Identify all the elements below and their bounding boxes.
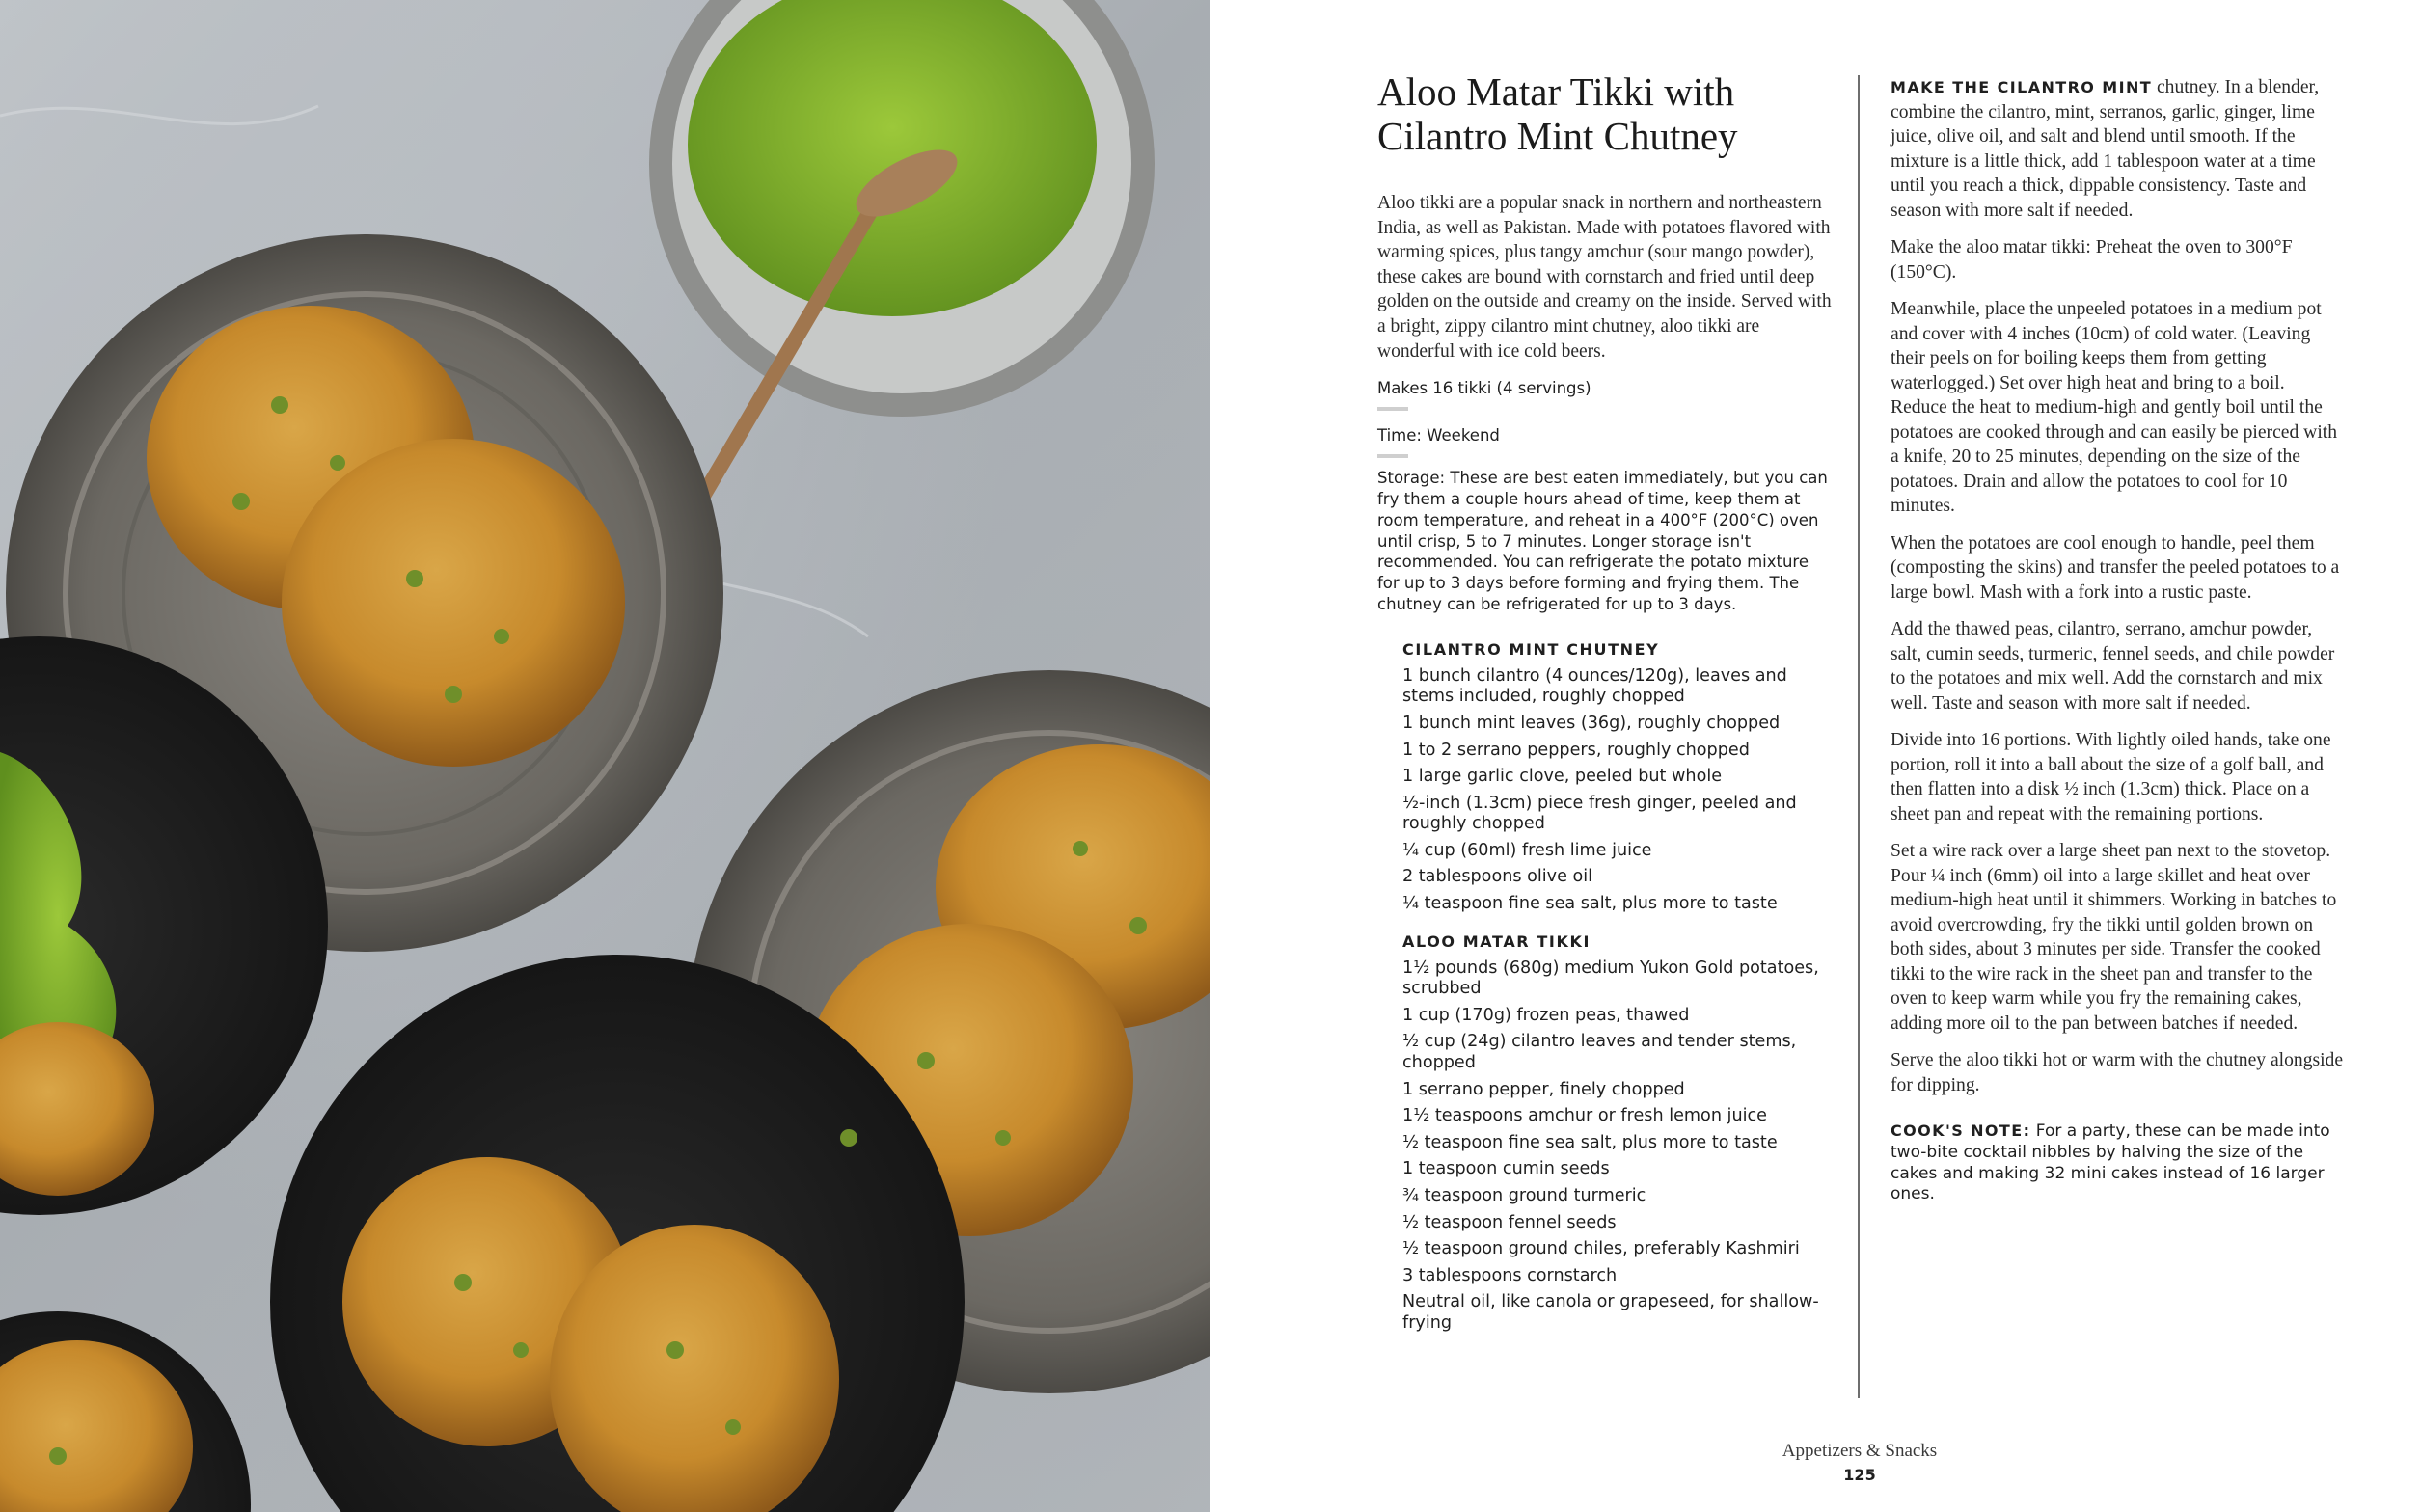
method-step-serve: Serve the aloo tikki hot or warm with the chutney alongside for dipping. xyxy=(1891,1050,2344,1095)
footer-section-title: Appetizers & Snacks xyxy=(1782,1441,1938,1461)
ingredient-item: 1 large garlic clove, peeled but whole xyxy=(1402,767,1723,787)
plate-bottom-left-dark xyxy=(0,1311,251,1512)
ingredient-item: ½-inch (1.3cm) piece fresh ginger, peeled and roughly chopped xyxy=(1402,793,1797,834)
recipe-intro: Aloo tikki are a popular snack in northern and northeastern India, as well as Pakistan. Made with potatoes flavored with warming spices, plus tangy amchur (sour mango powder), these cakes are bound with cornstarch and fried until deep golden on the outside and creamy on the inside. Served with a bright, zippy cilantro mint chutney, aloo tikki are wonderful with ice cold beers. xyxy=(1377,193,1832,362)
column-divider xyxy=(1858,75,1860,1398)
ingredient-item: 1 bunch cilantro (4 ounces/120g), leaves and stems included, roughly chopped xyxy=(1402,665,1787,707)
recipe-method-column xyxy=(1891,75,2344,1205)
tikki-ingredient-list xyxy=(1402,958,1833,1335)
tikki-ingredients xyxy=(1402,932,1833,1335)
tikki-heading: ALOO MATAR TIKKI xyxy=(1402,932,1591,951)
recipe-storage: Storage: These are best eaten immediately, but you can fry them a couple hours ahead of time, keep them at room temperature, and reheat in a 400°F (200°C) oven until crisp, 5 to 7 minutes. Longer storage isn't recommended. You can refrigerate the potato mixture for up to 3 days before forming and frying them. The chutney can be refrigerated for up to 3 days. xyxy=(1377,469,1828,613)
ingredient-item: 2 tablespoons olive oil xyxy=(1402,867,1593,887)
method-step-boil: Meanwhile, place the unpeeled potatoes in a medium pot and cover with 4 inches (10cm) of cold water. (Leaving their peels on for boiling keeps them from getting waterlogged.) Set over high heat and bring to a boil. Reduce the heat to medium-high and gently boil until the potatoes are cooked through and can easily be pierced with a knife, 20 to 25 minutes, depending on the size of the potatoes. Drain and allow the potatoes to cool for 10 minutes. xyxy=(1891,299,2337,516)
method-lead-caps: MAKE THE CILANTRO MINT xyxy=(1891,78,2153,96)
page-number: 125 xyxy=(1843,1466,1876,1484)
recipe-intro-column xyxy=(1377,69,1833,1340)
ingredient-item: ½ teaspoon ground chiles, preferably Kashmiri xyxy=(1402,1239,1800,1259)
recipe-time: Time: Weekend xyxy=(1377,426,1500,446)
ingredient-item: 1½ teaspoons amchur or fresh lemon juice xyxy=(1402,1106,1767,1126)
cooks-note-text: For a party, these can be made into two-bite cocktail nibbles by halving the size of the cakes and making 32 mini cakes instead of 16 larger ones. xyxy=(1891,1121,2330,1204)
ingredient-item: 1 bunch mint leaves (36g), roughly chopped xyxy=(1402,713,1781,733)
cooks-note xyxy=(1891,1120,2344,1205)
method-step-shape: Divide into 16 portions. With lightly oiled hands, take one portion, roll it into a ball about the size of a golf ball, and then flatten into a disk ½ inch (1.3cm) thick. Place on a sheet pan and repeat with the remaining portions. xyxy=(1891,730,2331,824)
method-step-mash: When the potatoes are cool enough to handle, peel them (composting the skins) and transfer the peeled potatoes to a large bowl. Mash with a fork into a rustic paste. xyxy=(1891,532,2340,603)
method-step-preheat: Make the aloo matar tikki: Preheat the oven to 300°F (150°C). xyxy=(1891,237,2293,283)
ingredient-item: ¾ teaspoon ground turmeric xyxy=(1402,1186,1646,1206)
ingredient-item: 1 teaspoon cumin seeds xyxy=(1402,1159,1610,1179)
cooks-note-label: COOK'S NOTE: xyxy=(1891,1121,2031,1140)
ingredient-item: 1 cup (170g) frozen peas, thawed xyxy=(1402,1005,1690,1025)
chutney-ingredient-list xyxy=(1402,666,1833,915)
recipe-photo xyxy=(0,0,1210,1512)
method-step-chutney xyxy=(1891,75,2344,223)
method-step-mix: Add the thawed peas, cilantro, serrano, amchur powder, salt, cumin seeds, turmeric, fennel seeds, and chile powder to the potatoes and mix well. Add the cornstarch and mix well. Taste and season with more salt if needed. xyxy=(1891,619,2335,714)
method-step-fry: Set a wire rack over a large sheet pan next to the stovetop. Pour ¼ inch (6mm) oil into a large skillet and heat over medium-high heat until it shimmers. Working in batches to avoid overcrowding, fry the tikki until golden brown on both sides, about 3 minutes per side. Transfer the cooked tikki to the wire rack in the sheet pan and transfer to the oven to keep warm while you fry the remaining cakes, adding more oil to the pan between batches if needed. xyxy=(1891,841,2337,1034)
ingredient-item: ¼ teaspoon fine sea salt, plus more to taste xyxy=(1402,894,1778,914)
method-step-text: chutney. In a blender, combine the cilantro, mint, serranos, garlic, ginger, lime juice, olive oil, and salt and blend until smooth. If the mixture is a little thick, add 1 tablespoon water at a time until you reach a thick, dippable consistency. Taste and season with more salt if needed. xyxy=(1891,77,2320,221)
recipe-yield: Makes 16 tikki (4 servings) xyxy=(1377,379,1591,398)
ingredient-item: ½ teaspoon fine sea salt, plus more to taste xyxy=(1402,1132,1778,1152)
ingredient-item: ½ cup (24g) cilantro leaves and tender stems, chopped xyxy=(1402,1032,1797,1073)
ingredient-item: Neutral oil, like canola or grapeseed, for shallow-frying xyxy=(1402,1292,1819,1333)
ingredient-item: 1 to 2 serrano peppers, roughly chopped xyxy=(1402,740,1750,760)
ingredient-item: 1½ pounds (680g) medium Yukon Gold potatoes, scrubbed xyxy=(1402,958,1819,999)
ingredient-item: ½ teaspoon fennel seeds xyxy=(1402,1212,1617,1232)
yield-rule xyxy=(1377,407,1408,411)
ingredient-item: ¼ cup (60ml) fresh lime juice xyxy=(1402,840,1652,860)
ingredient-item: 3 tablespoons cornstarch xyxy=(1402,1265,1618,1285)
recipe-title: Aloo Matar Tikki with Cilantro Mint Chutney xyxy=(1377,69,1738,158)
chutney-heading: CILANTRO MINT CHUTNEY xyxy=(1402,639,1660,659)
food-illustration xyxy=(0,0,1210,1512)
time-rule xyxy=(1377,454,1408,458)
chutney-ingredients xyxy=(1402,640,1833,915)
ingredient-item: 1 serrano pepper, finely chopped xyxy=(1402,1079,1685,1099)
